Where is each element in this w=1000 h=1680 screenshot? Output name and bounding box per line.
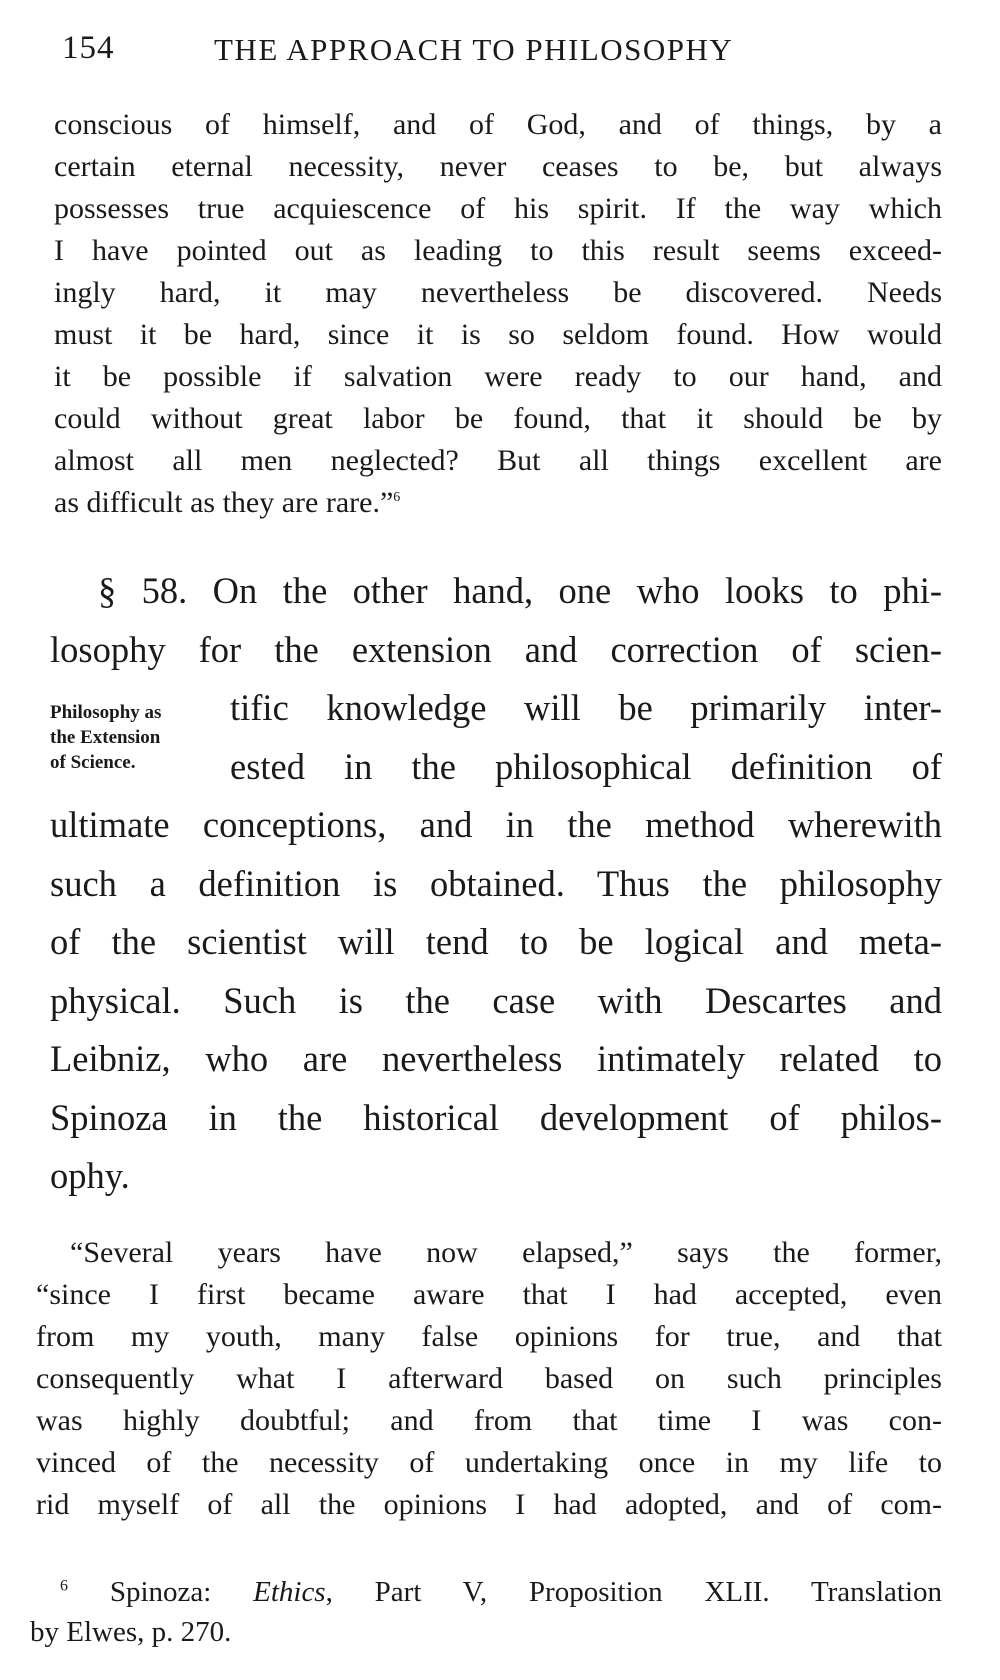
text-line: Leibniz, who are nevertheless intimately related to (50, 1038, 942, 1079)
text-line-content: as difficult as they are rare.” (54, 486, 394, 519)
text-line: must it be hard, since it is so seldom found. How would (54, 318, 942, 351)
section-58-paragraph (50, 562, 942, 1206)
footnote-line (30, 1572, 942, 1612)
descartes-quote-paragraph (36, 1232, 942, 1526)
text-line: ingly hard, it may nevertheless be discovered. Needs (54, 276, 942, 309)
text-line: conscious of himself, and of God, and of things, by a (54, 108, 942, 141)
text-line: “since I first became aware that I had accepted, even (36, 1278, 942, 1311)
sidenote-line: of Science. (50, 752, 136, 773)
footnote-citation: , Part V, Proposition XLII. Translation (325, 1576, 943, 1608)
page-number: 154 (62, 30, 115, 66)
text-line: “Several years have now elapsed,” says the former, (70, 1236, 942, 1269)
text-line: certain eternal necessity, never ceases to be, but always (54, 150, 942, 183)
spinoza-quote-paragraph (54, 104, 942, 524)
text-line: could without great labor be found, that it should be by (54, 402, 942, 435)
text-line: I have pointed out as leading to this result seems exceed- (54, 234, 942, 267)
text-line: Spinoza in the historical development of philos- (50, 1096, 942, 1138)
margin-sidenote (50, 700, 225, 775)
text-line: physical. Such is the case with Descartes and (50, 979, 942, 1021)
text-line: § 58. On the other hand, one who looks to phi- (98, 570, 942, 611)
text-line: ested in the philosophical definition of (230, 745, 942, 787)
footnote-work-title: Ethics (253, 1576, 326, 1608)
footnote-author: Spinoza: (109, 1576, 254, 1608)
text-line: ophy. (50, 1155, 130, 1196)
text-line: possesses true acquiescence of his spirit. If the way which (54, 192, 942, 225)
text-line: losophy for the extension and correction of scien- (50, 628, 942, 670)
footnote-marker: 6 (60, 1577, 68, 1595)
footnote-line: by Elwes, p. 270. (30, 1616, 232, 1648)
text-line: almost all men neglected? But all things excellent are (54, 444, 942, 477)
text-line: consequently what I afterward based on such principles (36, 1362, 942, 1395)
text-line: rid myself of all the opinions I had adopted, and of com- (36, 1488, 942, 1521)
text-line: ultimate conceptions, and in the method wherewith (50, 804, 942, 845)
text-line: it be possible if salvation were ready to our hand, and (54, 360, 942, 393)
footnote (30, 1572, 942, 1652)
text-line: of the scientist will tend to be logical and meta- (50, 921, 942, 962)
sidenote-line: Philosophy as (50, 702, 162, 723)
text-line (54, 482, 942, 524)
text-line: was highly doubtful; and from that time I was con- (36, 1404, 942, 1437)
footnote-reference: 6 (393, 490, 401, 505)
text-line: tific knowledge will be primarily inter- (230, 687, 942, 728)
sidenote-line: the Extension (50, 727, 161, 748)
text-line: from my youth, many false opinions for true, and that (36, 1320, 942, 1353)
running-head: THE APPROACH TO PHILOSOPHY (214, 32, 734, 67)
page-header (62, 30, 942, 80)
text-line: vinced of the necessity of undertaking once in my life to (36, 1446, 942, 1479)
text-line: such a definition is obtained. Thus the philosophy (50, 862, 942, 904)
